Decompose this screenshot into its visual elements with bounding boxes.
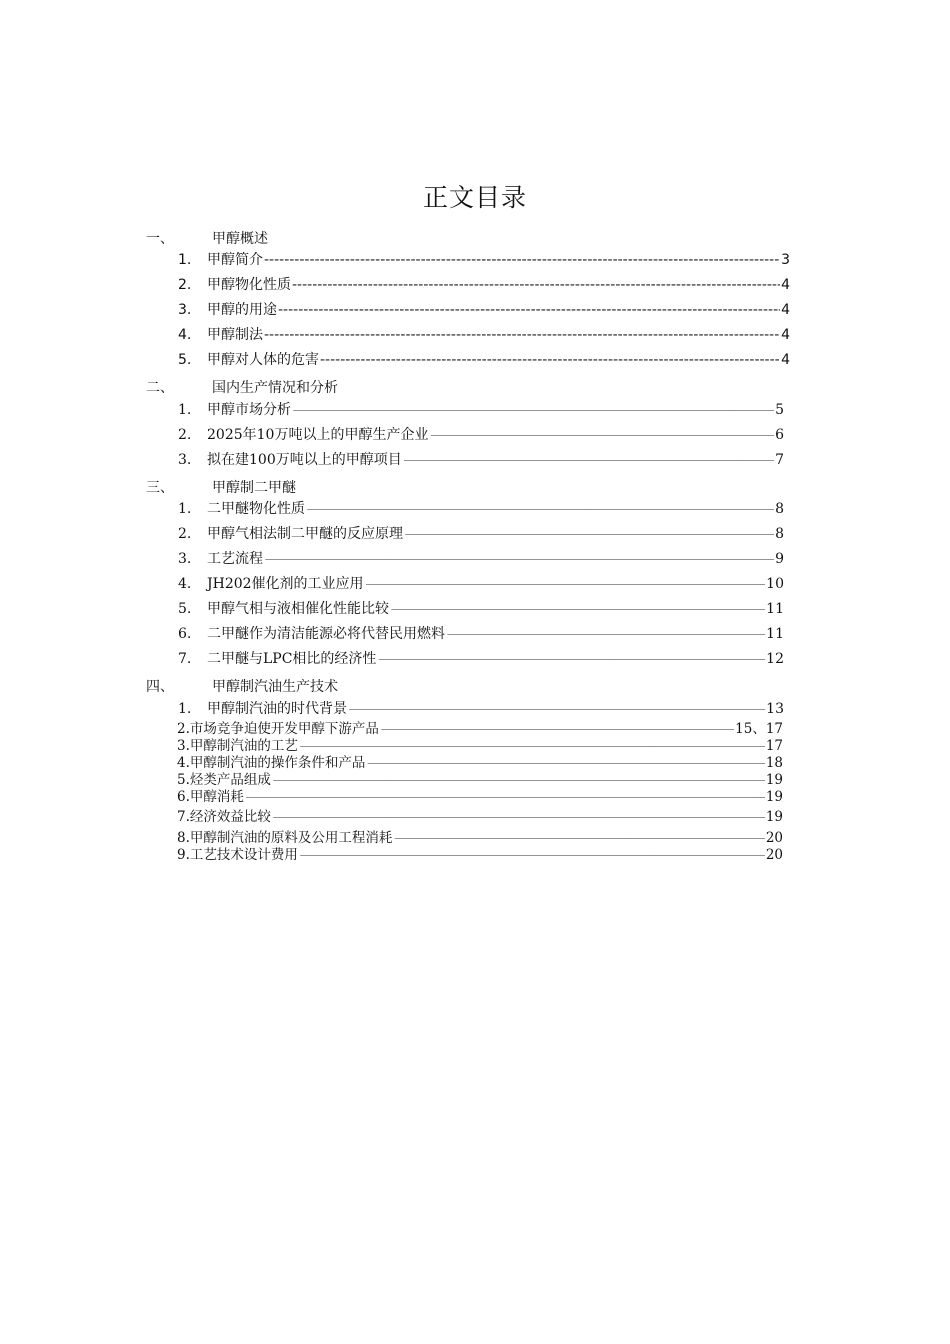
section-title: 甲醇制二甲醚: [212, 480, 296, 496]
entry-number: 1.: [178, 402, 192, 418]
entry-title: 二甲醚与LPC相比的经济性: [207, 651, 377, 667]
section-heading: [146, 477, 296, 497]
entry-title: 甲醇物化性质: [207, 277, 291, 293]
entry-title: JH202催化剂的工业应用: [207, 576, 364, 592]
entry-number: 2.: [178, 427, 192, 443]
entry-page: 19: [765, 772, 783, 788]
entry-number: 3.: [177, 738, 190, 754]
section-number: 二、: [146, 380, 174, 396]
entry-title: 甲醇制汽油的操作条件和产品: [189, 755, 366, 771]
entry-title: 甲醇气相法制二甲醚的反应原理: [207, 526, 403, 542]
entry-title: 2025年10万吨以上的甲醇生产企业: [207, 427, 429, 443]
entry-title: 甲醇消耗: [189, 789, 244, 805]
section-title: 国内生产情况和分析: [212, 380, 338, 396]
toc-entry[interactable]: [177, 755, 783, 771]
toc-entry[interactable]: [178, 277, 790, 294]
toc-entry[interactable]: [178, 352, 790, 369]
entry-number: 4.: [178, 327, 192, 343]
toc-entry[interactable]: [177, 789, 783, 805]
section-heading: [146, 676, 338, 696]
entry-title: 甲醇的用途: [207, 302, 277, 318]
entry-page: 19: [765, 789, 783, 805]
section-title: 甲醇概述: [212, 231, 268, 247]
entry-title: 甲醇制汽油的工艺: [189, 738, 298, 754]
toc-entry[interactable]: [178, 601, 784, 618]
toc-entry[interactable]: [178, 327, 790, 344]
entry-page: 11: [766, 626, 784, 642]
section-heading: [146, 228, 268, 248]
toc-entry[interactable]: [177, 809, 783, 825]
toc-entry[interactable]: [177, 847, 783, 863]
dash-leader: [292, 404, 774, 417]
entry-page: 15、17: [735, 721, 783, 737]
dash-leader: [272, 811, 765, 824]
toc-entry[interactable]: [177, 830, 783, 846]
dash-leader: [365, 578, 766, 591]
entry-title: 甲醇对人体的危害: [207, 352, 319, 368]
entry-page: 11: [766, 601, 784, 617]
entry-number: 2.: [178, 526, 192, 542]
toc-entry[interactable]: [178, 402, 784, 419]
entry-page: 13: [766, 701, 784, 717]
entry-number: 7.: [178, 651, 192, 667]
dash-leader: [264, 553, 774, 566]
entry-number: 8.: [177, 830, 190, 846]
entry-title: 甲醇制汽油的时代背景: [207, 701, 347, 717]
entry-page: 8: [775, 526, 784, 542]
entry-number: 3.: [178, 302, 192, 318]
entry-number: 1.: [178, 501, 192, 517]
dash-leader: [245, 791, 765, 804]
section-heading: [146, 377, 338, 397]
entry-title: 二甲醚物化性质: [207, 501, 305, 517]
entry-page: 18: [765, 755, 783, 771]
section-number: 四、: [146, 679, 174, 695]
dot-leader: [292, 277, 780, 294]
dash-leader: [377, 653, 765, 666]
section-title: 甲醇制汽油生产技术: [212, 679, 338, 695]
entry-page: 4: [781, 352, 790, 368]
entry-page: 19: [765, 809, 783, 825]
entry-title: 市场竞争迫使开发甲醇下游产品: [189, 721, 379, 737]
entry-title: 甲醇制汽油的原料及公用工程消耗: [189, 830, 393, 846]
entry-number: 5.: [177, 772, 190, 788]
entry-title: 甲醇市场分析: [207, 402, 291, 418]
section-number: 三、: [146, 480, 174, 496]
toc-entry[interactable]: [178, 651, 784, 668]
toc-entry[interactable]: [177, 721, 783, 737]
dot-leader: [320, 352, 780, 369]
entry-title: 烃类产品组成: [189, 772, 271, 788]
dot-leader: [278, 302, 780, 319]
entry-number: 7.: [177, 809, 190, 825]
toc-entry[interactable]: [178, 501, 784, 518]
entry-number: 3.: [178, 551, 192, 567]
dash-leader: [348, 703, 765, 716]
entry-page: 7: [775, 452, 784, 468]
toc-entry[interactable]: [178, 701, 784, 718]
toc-entry[interactable]: [178, 576, 784, 593]
toc-entry[interactable]: [178, 452, 784, 469]
toc-entry[interactable]: [177, 738, 783, 754]
entry-title: 工艺技术设计费用: [189, 847, 298, 863]
entry-page: 4: [781, 277, 790, 293]
entry-title: 经济效益比较: [189, 809, 271, 825]
dash-leader: [403, 454, 774, 467]
entry-page: 20: [765, 830, 783, 846]
entry-number: 4.: [177, 755, 190, 771]
entry-page: 9: [775, 551, 784, 567]
entry-number: 6.: [177, 789, 190, 805]
entry-number: 5.: [178, 352, 192, 368]
entry-number: 4.: [178, 576, 192, 592]
entry-number: 3.: [178, 452, 192, 468]
dash-leader: [446, 628, 765, 641]
dash-leader: [306, 503, 774, 516]
entry-page: 4: [781, 302, 790, 318]
entry-number: 2.: [177, 721, 190, 737]
entry-page: 12: [766, 651, 784, 667]
entry-number: 5.: [178, 601, 192, 617]
dash-leader: [429, 429, 774, 442]
entry-title: 二甲醚作为清洁能源必将代替民用燃料: [207, 626, 445, 642]
dash-leader: [393, 832, 764, 845]
entry-page: 4: [781, 327, 790, 343]
dot-leader: [264, 252, 780, 269]
dash-leader: [380, 723, 734, 736]
page-title: 正文目录: [422, 183, 527, 212]
dash-leader: [404, 528, 774, 541]
entry-page: 6: [775, 427, 784, 443]
dash-leader: [272, 774, 765, 787]
entry-number: 2.: [178, 277, 192, 293]
entry-title: 拟在建100万吨以上的甲醇项目: [207, 452, 402, 468]
entry-title: 甲醇制法: [207, 327, 263, 343]
entry-number: 1.: [178, 701, 192, 717]
entry-number: 1.: [178, 252, 192, 268]
toc-entry[interactable]: [178, 302, 790, 319]
entry-title: 工艺流程: [207, 551, 263, 567]
toc-entry[interactable]: [178, 526, 784, 543]
toc-entry[interactable]: [178, 427, 784, 444]
dash-leader: [299, 740, 765, 753]
entry-title: 甲醇简介: [207, 252, 263, 268]
toc-entry[interactable]: [178, 551, 784, 568]
toc-entry[interactable]: [177, 772, 783, 788]
dash-leader: [390, 603, 765, 616]
dot-leader: [264, 327, 780, 344]
entry-page: 10: [766, 576, 784, 592]
entry-page: 20: [765, 847, 783, 863]
entry-page: 17: [765, 738, 783, 754]
entry-number: 6.: [178, 626, 192, 642]
dash-leader: [299, 849, 765, 862]
entry-page: 5: [775, 402, 784, 418]
section-number: 一、: [146, 231, 174, 247]
toc-entry[interactable]: [178, 252, 790, 269]
toc-entry[interactable]: [178, 626, 784, 643]
entry-title: 甲醇气相与液相催化性能比较: [207, 601, 389, 617]
entry-page: 8: [775, 501, 784, 517]
entry-number: 9.: [177, 847, 190, 863]
dash-leader: [366, 757, 764, 770]
entry-page: 3: [781, 252, 790, 268]
